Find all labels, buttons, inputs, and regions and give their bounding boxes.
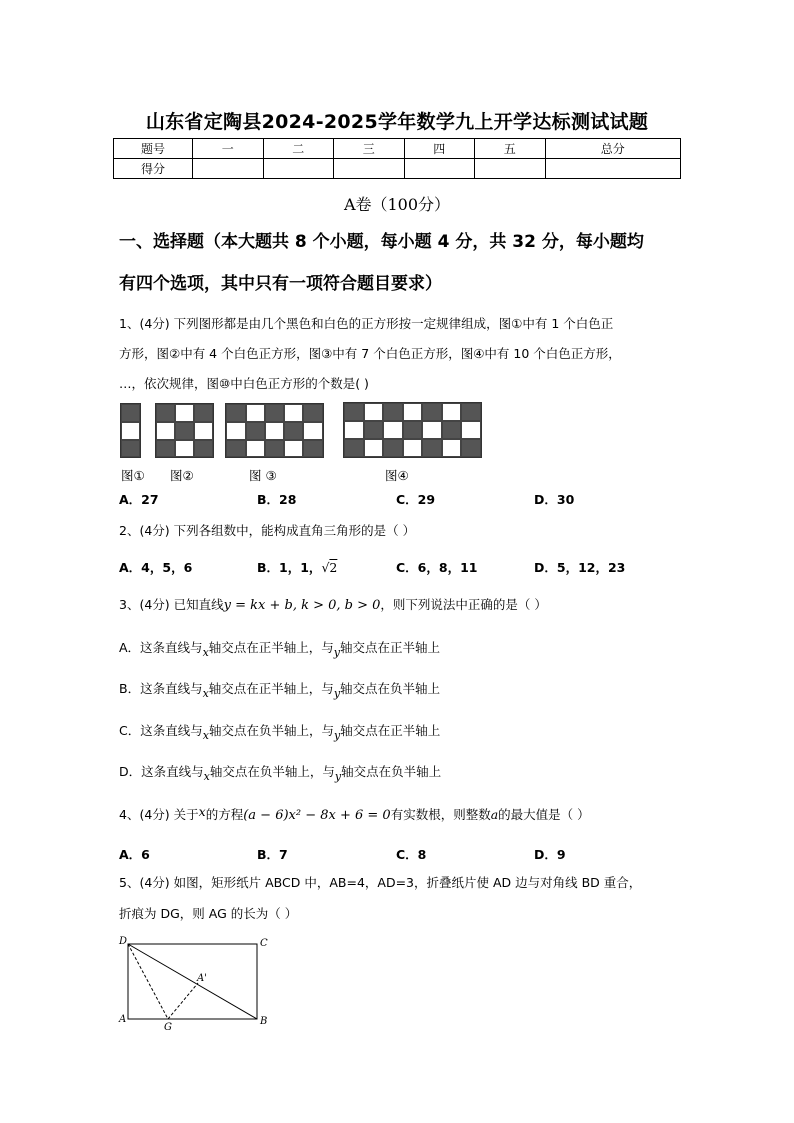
option-text: 轴交点在正半轴上 [340, 640, 441, 655]
sqrt-symbol: √2 [321, 560, 338, 575]
figure-4-pattern [343, 402, 482, 458]
stem-text: 的最大值是（ ） [498, 807, 590, 822]
stem-text: 的方程 [205, 807, 244, 822]
stem-text: 有实数根，则整数 [390, 807, 491, 822]
point-label-a: A [119, 1014, 127, 1025]
question-5-line: 5、(4分) 如图，矩形纸片 ABCD 中，AB=4，AD=3，折叠纸片使 AD 边与对角线 BD 重合， [119, 875, 642, 890]
score-input-cell[interactable] [334, 159, 405, 179]
score-input-cell[interactable] [404, 159, 475, 179]
point-label-g: G [164, 1022, 172, 1032]
point-label-c: C [260, 938, 268, 949]
part-heading-cont: 有四个选项，其中只有一项符合题目要求） [119, 274, 442, 294]
option-d[interactable]: D．9 [534, 847, 566, 862]
geometry-figure [110, 932, 280, 1032]
score-input-cell[interactable] [263, 159, 334, 179]
option-text: 轴交点在负半轴上 [341, 764, 442, 779]
table-cell: 三 [334, 139, 405, 159]
math-var: x [202, 687, 209, 700]
option-d[interactable]: D．5，12，23 [534, 560, 626, 575]
score-input-cell[interactable] [545, 159, 681, 179]
question-4-stem [119, 798, 709, 832]
option-text: 轴交点在负半轴上 [340, 681, 441, 696]
option-text: 轴交点在正半轴上，与 [208, 681, 334, 696]
part-heading: 一、选择题（本大题共 8 个小题，每小题 4 分，共 32 分，每小题均 [119, 232, 644, 252]
figure-caption: 图① [121, 468, 145, 483]
page-title: 山东省定陶县2024-2025学年数学九上开学达标测试试题 [145, 111, 649, 133]
option-text: 轴交点在负半轴上，与 [209, 764, 335, 779]
question-3-stem [119, 588, 709, 622]
score-table-header-row [114, 139, 681, 159]
diagonal-bd [128, 944, 257, 1019]
figure-caption: 图② [170, 468, 194, 483]
figure-1-pattern [120, 403, 141, 458]
score-input-cell[interactable] [475, 159, 546, 179]
math-var: y [334, 770, 342, 783]
figure-3-pattern [225, 403, 324, 458]
option-c[interactable]: C．29 [396, 492, 436, 507]
pattern-cell [121, 440, 140, 457]
table-cell: 题号 [114, 139, 193, 159]
option-text: 轴交点在正半轴上 [340, 723, 441, 738]
math-var: x [203, 770, 210, 783]
table-cell: 总分 [545, 139, 681, 159]
sqrt-value: 2 [329, 560, 338, 575]
stem-text: 4、(4分) 关于 [119, 807, 199, 822]
point-label-d: D [119, 936, 128, 947]
math-equation: (a − 6)x² − 8x + 6 = 0 [243, 808, 391, 823]
option-a[interactable]: A．4，5，6 [119, 560, 193, 575]
score-input-cell[interactable] [193, 159, 264, 179]
option-b[interactable] [257, 558, 337, 576]
question-1-line: 方形，图②中有 4 个白色正方形，图③中有 7 个白色正方形，图④中有 10 个白色正方形， [119, 346, 621, 361]
option-b[interactable]: B．28 [257, 492, 297, 507]
math-var: y [333, 687, 341, 700]
point-label-b: B [260, 1016, 268, 1027]
option-c[interactable]: C．6，8，11 [396, 560, 478, 575]
math-var: y [333, 646, 341, 659]
option-text: D．这条直线与 [119, 764, 204, 779]
math-var: y [333, 729, 341, 742]
score-table [113, 138, 681, 179]
option-b-text: B．1，1， [257, 560, 322, 575]
option-a[interactable] [119, 638, 441, 659]
option-c[interactable] [119, 721, 441, 742]
option-text: 轴交点在正半轴上，与 [208, 640, 334, 655]
math-expression: y = kx + b, k > 0, b > 0 [223, 598, 381, 613]
option-text: 轴交点在负半轴上，与 [208, 723, 334, 738]
table-cell: 二 [263, 139, 334, 159]
question-5-line: 折痕为 DG，则 AG 的长为（ ） [119, 906, 298, 921]
option-text: C．这条直线与 [119, 723, 203, 738]
option-c[interactable]: C．8 [396, 847, 427, 862]
question-1-line: 1、(4分) 下列图形都是由几个黑色和白色的正方形按一定规律组成，图①中有 1 个白色正 [119, 316, 614, 331]
table-cell: 四 [404, 139, 475, 159]
figure-caption: 图④ [385, 468, 409, 483]
table-cell: 得分 [114, 159, 193, 179]
stem-text: ，则下列说法中正确的是（ ） [380, 597, 547, 612]
math-var: x [202, 646, 209, 659]
math-var: a [490, 807, 499, 822]
point-label-a-prime: A' [197, 973, 207, 984]
option-text: A．这条直线与 [119, 640, 203, 655]
option-b[interactable]: B．7 [257, 847, 288, 862]
stem-text: 3、(4分) 已知直线 [119, 597, 224, 612]
option-a[interactable]: A．27 [119, 492, 159, 507]
option-d[interactable]: D．30 [534, 492, 575, 507]
table-cell: 一 [193, 139, 264, 159]
question-2-stem: 2、(4分) 下列各组数中，能构成直角三角形的是（ ） [119, 523, 416, 538]
option-d[interactable] [119, 762, 442, 783]
figure-caption: 图 ③ [249, 468, 277, 483]
pattern-cell [121, 422, 140, 440]
fold-line-ga [168, 983, 198, 1019]
table-cell: 五 [475, 139, 546, 159]
question-1-line: …，依次规律，图⑩中白色正方形的个数是( ) [119, 376, 369, 391]
section-title: A卷（100分） [343, 195, 451, 214]
score-table-score-row [114, 159, 681, 179]
option-b[interactable] [119, 679, 441, 700]
math-var: x [198, 804, 206, 819]
option-text: B．这条直线与 [119, 681, 203, 696]
option-a[interactable]: A．6 [119, 847, 150, 862]
pattern-cell [121, 404, 140, 422]
math-var: x [202, 729, 209, 742]
figure-2-pattern [155, 403, 214, 458]
